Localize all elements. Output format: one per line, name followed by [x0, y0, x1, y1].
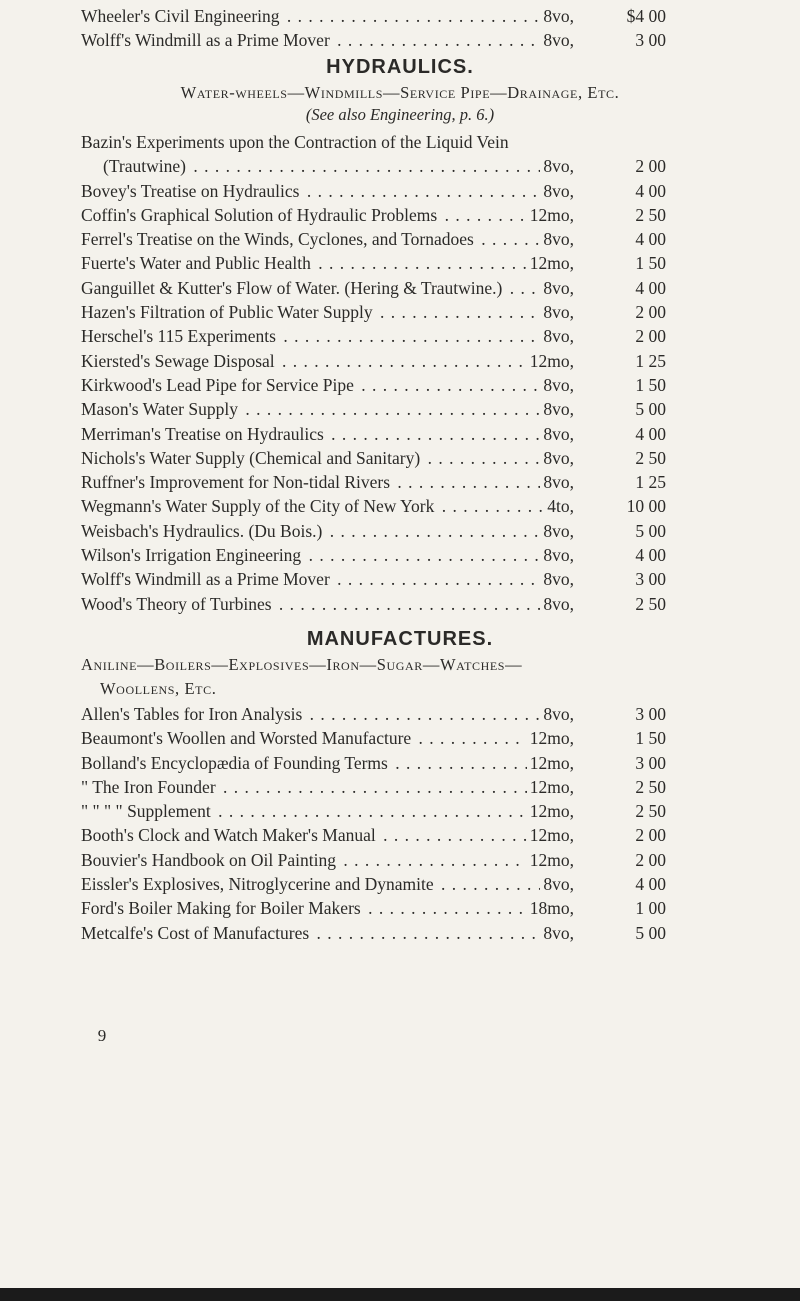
entry-format: 12mo,: [527, 349, 574, 373]
catalog-entry: [81, 251, 666, 275]
catalog-entry: [81, 470, 666, 494]
entry-title: [81, 494, 574, 518]
entry-price: 2 50: [635, 776, 666, 797]
entry-format: 8vo,: [540, 28, 574, 52]
entry-price: 4 00: [635, 180, 666, 201]
entry-title: [81, 28, 574, 52]
entry-price: 5 00: [635, 520, 666, 541]
entry-title: [81, 373, 574, 397]
catalog-entry: [81, 28, 666, 52]
entry-title: [81, 422, 574, 446]
entry-title-text: Mason's Water Supply: [81, 399, 238, 420]
top-entries: [81, 4, 666, 53]
entry-title-text: Metcalfe's Cost of Manufactures: [81, 922, 310, 943]
catalog-entry: [81, 154, 666, 178]
catalog-entry: [81, 726, 666, 750]
entry-title-text: Wood's Theory of Turbines: [81, 593, 272, 614]
entry-title-text: Bovey's Treatise on Hydraulics: [81, 180, 300, 201]
entry-format: 8vo,: [540, 300, 574, 324]
catalog-entry: [81, 775, 666, 799]
entry-price: 3 00: [635, 704, 666, 724]
entry-title-text: Herschel's 115 Experiments: [81, 326, 276, 347]
entry-title-text: Ferrel's Treatise on the Winds, Cyclones, and Tornadoes: [81, 229, 474, 250]
entry-format: 12mo,: [527, 823, 574, 847]
catalog-entry: [81, 349, 666, 373]
entry-price: 2 50: [635, 801, 666, 822]
entry-title-text: (Trautwine): [103, 156, 186, 177]
entry-title-text: Eissler's Explosives, Nitroglycerine and Dynamite: [81, 874, 434, 895]
entry-format: 12mo,: [527, 799, 574, 823]
catalog-entry: [81, 324, 666, 348]
entry-title-text: Hazen's Filtration of Public Water Supply: [81, 302, 373, 323]
entry-title: [81, 896, 574, 920]
page-number: 9: [97, 1026, 107, 1045]
entry-title: [81, 567, 574, 591]
entry-format: 8vo,: [540, 373, 574, 397]
entry-title: [81, 251, 574, 275]
entry-title-text: Wolff's Windmill as a Prime Mover: [81, 30, 330, 51]
catalog-entry: [81, 130, 666, 154]
entry-format: 12mo,: [527, 751, 574, 775]
entry-format: 8vo,: [540, 276, 574, 300]
entry-title: [81, 446, 574, 470]
entry-format: 8vo,: [540, 567, 574, 591]
entry-title: [81, 823, 574, 847]
entry-title: [81, 848, 574, 872]
entry-price: 1 50: [635, 253, 666, 274]
entry-format: 8vo,: [540, 324, 574, 348]
catalog-entry: [81, 543, 666, 567]
entry-format: 12mo,: [527, 251, 574, 275]
entry-price: 2 00: [635, 156, 666, 177]
catalog-entry: [81, 227, 666, 251]
catalog-entry: [81, 921, 666, 945]
entry-title: [81, 592, 574, 616]
entry-format: 12mo,: [527, 848, 574, 872]
entry-price: 2 50: [635, 204, 666, 225]
entry-price: 2 00: [635, 849, 666, 870]
entry-format: 8vo,: [540, 227, 574, 251]
entry-title-text: Booth's Clock and Watch Maker's Manual: [81, 825, 376, 846]
entry-title: [81, 726, 574, 750]
entry-title: [81, 921, 574, 945]
entry-format: 12mo,: [527, 203, 574, 227]
entry-title: [81, 130, 641, 154]
entry-title: [81, 799, 574, 823]
entry-title-text: Wegmann's Water Supply of the City of New York: [81, 496, 435, 517]
entry-title-text: Coffin's Graphical Solution of Hydraulic Problems: [81, 204, 438, 225]
entry-price: 1 25: [635, 350, 666, 371]
catalog-entry: [81, 848, 666, 872]
entry-format: 8vo,: [540, 154, 574, 178]
entry-price: 2 00: [635, 302, 666, 323]
entry-title: [81, 227, 574, 251]
catalog-entry: [81, 446, 666, 470]
entry-title: [81, 702, 574, 726]
entry-title: [81, 179, 574, 203]
entry-title: [81, 349, 574, 373]
hydraulics-heading: HYDRAULICS.: [326, 56, 474, 78]
catalog-entry: [81, 823, 666, 847]
entry-format: 12mo,: [527, 726, 574, 750]
entry-format: 8vo,: [540, 179, 574, 203]
entry-title: [81, 4, 574, 28]
entry-price: 2 00: [635, 825, 666, 846]
entry-title-text: Kiersted's Sewage Disposal: [81, 350, 275, 371]
catalog-entry: [81, 276, 666, 300]
entry-price: 4 00: [635, 277, 666, 298]
entry-format: 12mo,: [527, 775, 574, 799]
entry-title-text: Weisbach's Hydraulics. (Du Bois.): [81, 520, 323, 541]
entry-price: 10 00: [626, 496, 666, 517]
hydraulics-list: [81, 130, 666, 616]
catalog-entry: [81, 179, 666, 203]
entry-title: [81, 203, 574, 227]
entry-price: 3 00: [635, 30, 666, 51]
entry-price: 4 00: [635, 874, 666, 895]
manufactures-subheading-line2: Woollens, Etc.: [100, 679, 217, 698]
entry-title: [81, 470, 574, 494]
entry-format: 8vo,: [540, 422, 574, 446]
entry-price: 1 50: [635, 728, 666, 749]
entry-format: 8vo,: [540, 921, 574, 945]
entry-price: 4 00: [635, 545, 666, 566]
entry-title: [81, 775, 574, 799]
entry-format: 8vo,: [540, 4, 574, 28]
entry-title-text: Beaumont's Woollen and Worsted Manufacture: [81, 728, 412, 749]
entry-title: [81, 276, 574, 300]
entry-format: 8vo,: [540, 702, 574, 726]
entry-format: 8vo,: [540, 592, 574, 616]
entry-title-text: " The Iron Founder: [81, 776, 216, 797]
entry-format: 8vo,: [540, 543, 574, 567]
catalog-entry: [81, 203, 666, 227]
catalog-entry: [81, 494, 666, 518]
entry-title-text: Nichols's Water Supply (Chemical and Sanitary): [81, 447, 421, 468]
entry-price: 5 00: [635, 399, 666, 420]
catalog-entry: [81, 896, 666, 920]
entry-format: 4to,: [544, 494, 574, 518]
entry-price: 2 50: [635, 593, 666, 614]
manufactures-list: [81, 702, 666, 945]
entry-title-text: Wheeler's Civil Engineering: [81, 6, 280, 26]
entry-price: 2 00: [635, 326, 666, 347]
entry-title: [81, 397, 574, 421]
manufactures-heading: MANUFACTURES.: [306, 628, 494, 650]
see-also-note: (See also Engineering, p. 6.): [305, 105, 495, 124]
hydraulics-subheading: Water-wheels—Windmills—Service Pipe—Drainage, Etc.: [180, 83, 620, 102]
entry-price: 2 50: [635, 447, 666, 468]
entry-title-text: Ford's Boiler Making for Boiler Makers: [81, 898, 361, 919]
catalog-entry: [81, 397, 666, 421]
entry-format: 8vo,: [540, 446, 574, 470]
entry-title-text: Kirkwood's Lead Pipe for Service Pipe: [81, 374, 354, 395]
entry-price: 3 00: [635, 569, 666, 590]
catalog-entry: [81, 751, 666, 775]
entry-title-text: Ruffner's Improvement for Non-tidal Rivers: [81, 472, 391, 493]
manufactures-subheading-line1: Aniline—Boilers—Explosives—Iron—Sugar—Watches—: [81, 655, 523, 674]
entry-format: 8vo,: [540, 872, 574, 896]
entry-title: [81, 519, 574, 543]
entry-price: 1 50: [635, 374, 666, 395]
catalog-entry: [81, 567, 666, 591]
catalog-entry: [81, 4, 666, 28]
entry-title: [103, 154, 574, 178]
entry-price: 4 00: [635, 423, 666, 444]
entry-format: 8vo,: [540, 519, 574, 543]
entry-price: $4 00: [626, 6, 666, 26]
entry-title-text: Ganguillet & Kutter's Flow of Water. (Hering & Trautwine.): [81, 277, 503, 298]
entry-title-text: Bolland's Encyclopædia of Founding Terms: [81, 752, 388, 773]
page-bottom-edge: [0, 1288, 800, 1301]
catalog-entry: [81, 702, 666, 726]
entry-title-text: Wilson's Irrigation Engineering: [81, 545, 302, 566]
entry-title-text: Fuerte's Water and Public Health: [81, 253, 311, 274]
catalog-entry: [81, 592, 666, 616]
entry-title: [81, 324, 574, 348]
entry-title-text: Wolff's Windmill as a Prime Mover: [81, 569, 330, 590]
catalog-entry: [81, 300, 666, 324]
entry-format: 8vo,: [540, 397, 574, 421]
catalog-entry: [81, 373, 666, 397]
entry-title-text: Allen's Tables for Iron Analysis: [81, 704, 303, 724]
entry-format: 8vo,: [540, 470, 574, 494]
entry-title-text: Bouvier's Handbook on Oil Painting: [81, 849, 336, 870]
catalog-entry: [81, 422, 666, 446]
entry-price: 5 00: [635, 922, 666, 943]
entry-format: 18mo,: [527, 896, 574, 920]
entry-title-text: Bazin's Experiments upon the Contraction of the Liquid Vein: [81, 132, 509, 152]
entry-price: 3 00: [635, 752, 666, 773]
entry-price: 1 25: [635, 472, 666, 493]
catalog-entry: [81, 519, 666, 543]
entry-title: [81, 543, 574, 567]
entry-title: [81, 300, 574, 324]
entry-price: 1 00: [635, 898, 666, 919]
entry-price: 4 00: [635, 229, 666, 250]
entry-title-text: Merriman's Treatise on Hydraulics: [81, 423, 324, 444]
entry-title: [81, 872, 574, 896]
entry-title: [81, 751, 574, 775]
catalog-entry: [81, 872, 666, 896]
entry-title-text: " " " " Supplement: [81, 801, 211, 822]
catalog-entry: [81, 799, 666, 823]
